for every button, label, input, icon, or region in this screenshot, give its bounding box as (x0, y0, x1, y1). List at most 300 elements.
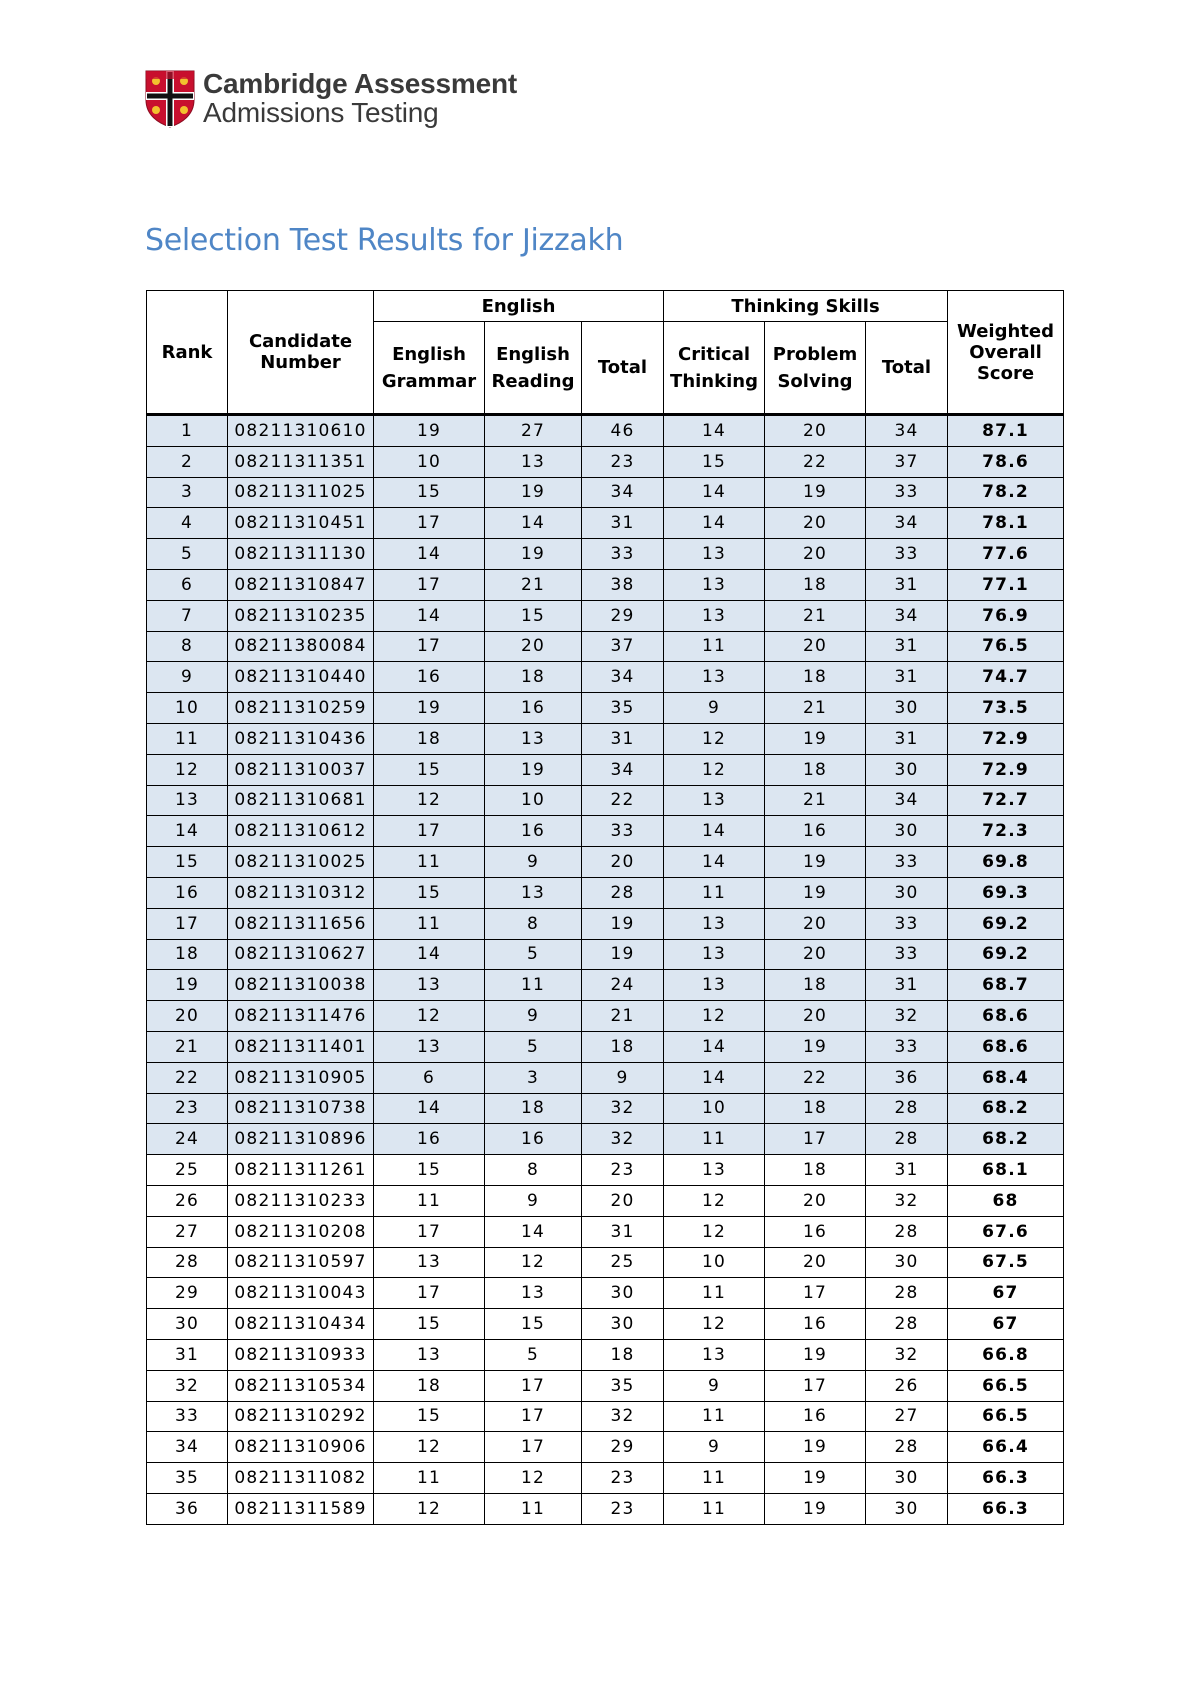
cell-candidate-number: 08211310610 (228, 415, 374, 447)
cell-english-grammar: 12 (374, 1432, 485, 1463)
cell-english-grammar: 16 (374, 662, 485, 693)
cell-english-grammar: 15 (374, 1401, 485, 1432)
header-english-grammar: English Grammar (374, 322, 485, 415)
cell-candidate-number: 08211310896 (228, 1124, 374, 1155)
cell-problem-solving: 21 (765, 600, 866, 631)
cell-problem-solving: 19 (765, 847, 866, 878)
cell-weighted-score: 76.9 (948, 600, 1064, 631)
cell-weighted-score: 76.5 (948, 631, 1064, 662)
cell-weighted-score: 67.5 (948, 1247, 1064, 1278)
cell-english-grammar: 13 (374, 1031, 485, 1062)
cell-critical-thinking: 14 (664, 847, 765, 878)
cell-weighted-score: 72.7 (948, 785, 1064, 816)
cell-english-grammar: 11 (374, 1463, 485, 1494)
cell-rank: 33 (147, 1401, 228, 1432)
cell-weighted-score: 66.5 (948, 1370, 1064, 1401)
table-row (147, 785, 1064, 816)
cell-english-total: 23 (582, 1463, 664, 1494)
cell-weighted-score: 77.1 (948, 569, 1064, 600)
cell-problem-solving: 20 (765, 415, 866, 447)
cell-english-grammar: 10 (374, 446, 485, 477)
table-row (147, 1278, 1064, 1309)
table-row (147, 754, 1064, 785)
cell-english-reading: 12 (485, 1463, 582, 1494)
table-row (147, 693, 1064, 724)
cell-critical-thinking: 13 (664, 785, 765, 816)
cell-english-reading: 16 (485, 1124, 582, 1155)
cell-thinking-total: 31 (866, 1155, 948, 1186)
cell-candidate-number: 08211310259 (228, 693, 374, 724)
cell-english-grammar: 14 (374, 1093, 485, 1124)
cell-candidate-number: 08211310906 (228, 1432, 374, 1463)
cell-english-reading: 15 (485, 600, 582, 631)
cell-candidate-number: 08211311130 (228, 539, 374, 570)
header-weighted-score: Weighted Overall Score (948, 291, 1064, 415)
cell-weighted-score: 67 (948, 1278, 1064, 1309)
cell-critical-thinking: 13 (664, 662, 765, 693)
cell-problem-solving: 20 (765, 908, 866, 939)
cell-english-total: 37 (582, 631, 664, 662)
cell-rank: 17 (147, 908, 228, 939)
cell-thinking-total: 28 (866, 1124, 948, 1155)
cell-critical-thinking: 11 (664, 1278, 765, 1309)
cell-english-grammar: 19 (374, 693, 485, 724)
cell-problem-solving: 18 (765, 662, 866, 693)
cell-english-reading: 19 (485, 539, 582, 570)
cell-weighted-score: 66.3 (948, 1493, 1064, 1524)
cell-candidate-number: 08211311025 (228, 477, 374, 508)
cell-thinking-total: 34 (866, 600, 948, 631)
cell-thinking-total: 31 (866, 569, 948, 600)
table-row (147, 908, 1064, 939)
cell-critical-thinking: 13 (664, 908, 765, 939)
cell-english-grammar: 13 (374, 1339, 485, 1370)
cell-english-grammar: 13 (374, 970, 485, 1001)
cell-english-grammar: 15 (374, 754, 485, 785)
cell-weighted-score: 72.9 (948, 723, 1064, 754)
cell-english-reading: 13 (485, 1278, 582, 1309)
cell-critical-thinking: 9 (664, 1432, 765, 1463)
results-table (146, 290, 1064, 1525)
table-row (147, 723, 1064, 754)
table-row (147, 477, 1064, 508)
cell-weighted-score: 78.6 (948, 446, 1064, 477)
cell-critical-thinking: 14 (664, 1062, 765, 1093)
cell-rank: 22 (147, 1062, 228, 1093)
cell-rank: 23 (147, 1093, 228, 1124)
cell-weighted-score: 72.3 (948, 816, 1064, 847)
cell-english-reading: 12 (485, 1247, 582, 1278)
cell-rank: 24 (147, 1124, 228, 1155)
cell-english-reading: 8 (485, 908, 582, 939)
cell-weighted-score: 77.6 (948, 539, 1064, 570)
cell-thinking-total: 30 (866, 1463, 948, 1494)
cell-english-reading: 15 (485, 1309, 582, 1340)
cell-problem-solving: 20 (765, 508, 866, 539)
cell-thinking-total: 31 (866, 970, 948, 1001)
cell-weighted-score: 68.2 (948, 1093, 1064, 1124)
cell-thinking-total: 33 (866, 1031, 948, 1062)
cell-rank: 2 (147, 446, 228, 477)
table-row (147, 539, 1064, 570)
cell-problem-solving: 19 (765, 877, 866, 908)
cell-rank: 20 (147, 1001, 228, 1032)
table-row (147, 662, 1064, 693)
cell-problem-solving: 19 (765, 723, 866, 754)
cell-problem-solving: 20 (765, 539, 866, 570)
cell-english-grammar: 15 (374, 877, 485, 908)
header-english-group: English (374, 291, 664, 322)
logo (145, 70, 517, 128)
cell-rank: 28 (147, 1247, 228, 1278)
cell-rank: 16 (147, 877, 228, 908)
cell-critical-thinking: 10 (664, 1093, 765, 1124)
cell-english-reading: 8 (485, 1155, 582, 1186)
cell-english-total: 19 (582, 939, 664, 970)
cell-candidate-number: 08211311261 (228, 1155, 374, 1186)
cell-rank: 3 (147, 477, 228, 508)
header-thinking-total: Total (866, 322, 948, 415)
cell-problem-solving: 18 (765, 754, 866, 785)
cell-english-grammar: 12 (374, 1493, 485, 1524)
cell-candidate-number: 08211310534 (228, 1370, 374, 1401)
table-row (147, 508, 1064, 539)
cell-weighted-score: 66.5 (948, 1401, 1064, 1432)
table-row (147, 1093, 1064, 1124)
cell-english-reading: 11 (485, 1493, 582, 1524)
cell-weighted-score: 87.1 (948, 415, 1064, 447)
cell-english-total: 32 (582, 1124, 664, 1155)
cell-english-reading: 13 (485, 877, 582, 908)
cell-english-total: 29 (582, 1432, 664, 1463)
cell-english-total: 31 (582, 723, 664, 754)
table-row (147, 1370, 1064, 1401)
cell-thinking-total: 26 (866, 1370, 948, 1401)
cell-candidate-number: 08211311082 (228, 1463, 374, 1494)
cell-candidate-number: 08211310292 (228, 1401, 374, 1432)
cell-critical-thinking: 12 (664, 723, 765, 754)
cell-critical-thinking: 12 (664, 754, 765, 785)
cell-critical-thinking: 13 (664, 600, 765, 631)
cell-candidate-number: 08211311476 (228, 1001, 374, 1032)
cell-english-grammar: 11 (374, 1185, 485, 1216)
cell-problem-solving: 18 (765, 1155, 866, 1186)
cell-candidate-number: 08211310612 (228, 816, 374, 847)
cell-critical-thinking: 14 (664, 816, 765, 847)
page-title: Selection Test Results for Jizzakh (145, 223, 624, 259)
cell-rank: 1 (147, 415, 228, 447)
cell-problem-solving: 18 (765, 569, 866, 600)
cell-english-reading: 9 (485, 847, 582, 878)
cell-thinking-total: 33 (866, 939, 948, 970)
cell-candidate-number: 08211310627 (228, 939, 374, 970)
cell-critical-thinking: 14 (664, 415, 765, 447)
cell-english-total: 32 (582, 1093, 664, 1124)
cell-thinking-total: 27 (866, 1401, 948, 1432)
cell-thinking-total: 34 (866, 415, 948, 447)
cell-thinking-total: 31 (866, 723, 948, 754)
cell-problem-solving: 20 (765, 1001, 866, 1032)
cell-candidate-number: 08211310933 (228, 1339, 374, 1370)
cell-rank: 12 (147, 754, 228, 785)
cell-critical-thinking: 13 (664, 939, 765, 970)
table-row (147, 1432, 1064, 1463)
cell-english-reading: 19 (485, 477, 582, 508)
cell-thinking-total: 30 (866, 816, 948, 847)
cell-thinking-total: 28 (866, 1278, 948, 1309)
cell-weighted-score: 69.3 (948, 877, 1064, 908)
cell-english-total: 21 (582, 1001, 664, 1032)
cell-problem-solving: 22 (765, 446, 866, 477)
cell-english-reading: 13 (485, 723, 582, 754)
cell-problem-solving: 20 (765, 631, 866, 662)
cell-rank: 9 (147, 662, 228, 693)
cell-english-grammar: 12 (374, 1001, 485, 1032)
table-row (147, 1247, 1064, 1278)
cell-critical-thinking: 13 (664, 1155, 765, 1186)
cell-critical-thinking: 14 (664, 477, 765, 508)
cell-candidate-number: 08211310597 (228, 1247, 374, 1278)
table-row (147, 970, 1064, 1001)
cell-english-reading: 20 (485, 631, 582, 662)
table-row (147, 847, 1064, 878)
cell-english-total: 34 (582, 662, 664, 693)
cell-english-grammar: 17 (374, 1278, 485, 1309)
cell-weighted-score: 66.3 (948, 1463, 1064, 1494)
header-problem-solving: Problem Solving (765, 322, 866, 415)
cell-rank: 15 (147, 847, 228, 878)
header-critical-thinking: Critical Thinking (664, 322, 765, 415)
cell-english-reading: 17 (485, 1370, 582, 1401)
cell-english-grammar: 17 (374, 569, 485, 600)
cell-english-reading: 5 (485, 1031, 582, 1062)
cell-english-total: 23 (582, 446, 664, 477)
cell-thinking-total: 33 (866, 908, 948, 939)
cell-candidate-number: 08211311401 (228, 1031, 374, 1062)
cell-candidate-number: 08211310434 (228, 1309, 374, 1340)
cell-english-reading: 14 (485, 1216, 582, 1247)
cell-critical-thinking: 12 (664, 1309, 765, 1340)
cell-candidate-number: 08211310208 (228, 1216, 374, 1247)
cell-english-grammar: 18 (374, 1370, 485, 1401)
cell-thinking-total: 32 (866, 1001, 948, 1032)
cell-english-grammar: 19 (374, 415, 485, 447)
cell-english-total: 22 (582, 785, 664, 816)
cell-english-total: 25 (582, 1247, 664, 1278)
cell-english-reading: 9 (485, 1185, 582, 1216)
table-row (147, 1216, 1064, 1247)
cell-thinking-total: 33 (866, 847, 948, 878)
cell-english-reading: 5 (485, 1339, 582, 1370)
cell-problem-solving: 17 (765, 1278, 866, 1309)
cell-problem-solving: 18 (765, 1093, 866, 1124)
cell-weighted-score: 69.2 (948, 908, 1064, 939)
cell-problem-solving: 16 (765, 1401, 866, 1432)
cell-weighted-score: 78.2 (948, 477, 1064, 508)
cell-english-reading: 10 (485, 785, 582, 816)
cell-thinking-total: 34 (866, 508, 948, 539)
cell-english-total: 9 (582, 1062, 664, 1093)
cell-candidate-number: 08211310905 (228, 1062, 374, 1093)
table-row (147, 1463, 1064, 1494)
cell-english-reading: 21 (485, 569, 582, 600)
cell-candidate-number: 08211311589 (228, 1493, 374, 1524)
cell-thinking-total: 30 (866, 1493, 948, 1524)
cell-candidate-number: 08211310233 (228, 1185, 374, 1216)
cell-candidate-number: 08211311351 (228, 446, 374, 477)
cell-critical-thinking: 11 (664, 1401, 765, 1432)
cambridge-shield-icon (145, 70, 195, 128)
table-row (147, 1401, 1064, 1432)
cell-weighted-score: 69.8 (948, 847, 1064, 878)
cell-critical-thinking: 13 (664, 569, 765, 600)
cell-english-total: 30 (582, 1278, 664, 1309)
cell-weighted-score: 78.1 (948, 508, 1064, 539)
cell-english-total: 19 (582, 908, 664, 939)
cell-problem-solving: 22 (765, 1062, 866, 1093)
table-row (147, 877, 1064, 908)
cell-english-total: 23 (582, 1155, 664, 1186)
table-body (147, 415, 1064, 1525)
cell-candidate-number: 08211310847 (228, 569, 374, 600)
cell-weighted-score: 68.7 (948, 970, 1064, 1001)
cell-thinking-total: 31 (866, 662, 948, 693)
cell-thinking-total: 33 (866, 539, 948, 570)
cell-english-total: 33 (582, 816, 664, 847)
cell-rank: 32 (147, 1370, 228, 1401)
cell-problem-solving: 19 (765, 1031, 866, 1062)
cell-critical-thinking: 11 (664, 1463, 765, 1494)
cell-critical-thinking: 9 (664, 1370, 765, 1401)
cell-problem-solving: 20 (765, 939, 866, 970)
cell-weighted-score: 74.7 (948, 662, 1064, 693)
table-row (147, 415, 1064, 447)
cell-weighted-score: 68.4 (948, 1062, 1064, 1093)
cell-problem-solving: 19 (765, 1339, 866, 1370)
cell-rank: 14 (147, 816, 228, 847)
cell-candidate-number: 08211310043 (228, 1278, 374, 1309)
cell-english-grammar: 11 (374, 908, 485, 939)
cell-weighted-score: 68.6 (948, 1031, 1064, 1062)
cell-thinking-total: 31 (866, 631, 948, 662)
header-thinking-skills-group: Thinking Skills (664, 291, 948, 322)
cell-critical-thinking: 9 (664, 693, 765, 724)
table-row (147, 816, 1064, 847)
cell-problem-solving: 17 (765, 1124, 866, 1155)
cell-thinking-total: 30 (866, 877, 948, 908)
cell-english-total: 29 (582, 600, 664, 631)
cell-candidate-number: 08211310681 (228, 785, 374, 816)
cell-english-total: 18 (582, 1339, 664, 1370)
cell-english-total: 35 (582, 693, 664, 724)
table-row (147, 1339, 1064, 1370)
cell-thinking-total: 28 (866, 1216, 948, 1247)
cell-weighted-score: 66.4 (948, 1432, 1064, 1463)
cell-problem-solving: 19 (765, 1432, 866, 1463)
table-row (147, 1185, 1064, 1216)
cell-critical-thinking: 15 (664, 446, 765, 477)
cell-english-reading: 13 (485, 446, 582, 477)
cell-english-reading: 5 (485, 939, 582, 970)
cell-rank: 25 (147, 1155, 228, 1186)
cell-candidate-number: 08211310025 (228, 847, 374, 878)
cell-english-grammar: 11 (374, 847, 485, 878)
cell-english-grammar: 13 (374, 1247, 485, 1278)
cell-critical-thinking: 12 (664, 1185, 765, 1216)
cell-critical-thinking: 11 (664, 877, 765, 908)
cell-problem-solving: 16 (765, 816, 866, 847)
cell-rank: 7 (147, 600, 228, 631)
cell-candidate-number: 08211310038 (228, 970, 374, 1001)
cell-weighted-score: 67 (948, 1309, 1064, 1340)
cell-problem-solving: 17 (765, 1370, 866, 1401)
cell-english-total: 18 (582, 1031, 664, 1062)
table-row (147, 1062, 1064, 1093)
cell-english-total: 32 (582, 1401, 664, 1432)
cell-problem-solving: 19 (765, 1463, 866, 1494)
table-row (147, 569, 1064, 600)
table-row (147, 1155, 1064, 1186)
table-row (147, 1001, 1064, 1032)
cell-english-grammar: 6 (374, 1062, 485, 1093)
cell-english-total: 31 (582, 1216, 664, 1247)
table-row (147, 1309, 1064, 1340)
table-header (147, 291, 1064, 415)
header-rank: Rank (147, 291, 228, 415)
cell-rank: 4 (147, 508, 228, 539)
cell-rank: 6 (147, 569, 228, 600)
cell-english-total: 34 (582, 754, 664, 785)
cell-rank: 21 (147, 1031, 228, 1062)
cell-rank: 8 (147, 631, 228, 662)
cell-english-grammar: 14 (374, 939, 485, 970)
cell-thinking-total: 36 (866, 1062, 948, 1093)
cell-english-grammar: 15 (374, 1155, 485, 1186)
cell-problem-solving: 21 (765, 693, 866, 724)
cell-candidate-number: 08211310235 (228, 600, 374, 631)
cell-english-grammar: 12 (374, 785, 485, 816)
cell-english-reading: 18 (485, 1093, 582, 1124)
cell-english-reading: 14 (485, 508, 582, 539)
table-row (147, 1493, 1064, 1524)
cell-rank: 13 (147, 785, 228, 816)
cell-critical-thinking: 13 (664, 1339, 765, 1370)
cell-thinking-total: 30 (866, 754, 948, 785)
table-row (147, 1124, 1064, 1155)
header-candidate-number: Candidate Number (228, 291, 374, 415)
cell-critical-thinking: 12 (664, 1001, 765, 1032)
cell-english-reading: 17 (485, 1432, 582, 1463)
cell-weighted-score: 69.2 (948, 939, 1064, 970)
cell-english-grammar: 17 (374, 508, 485, 539)
cell-critical-thinking: 13 (664, 539, 765, 570)
cell-candidate-number: 08211310738 (228, 1093, 374, 1124)
header-english-reading: English Reading (485, 322, 582, 415)
cell-thinking-total: 28 (866, 1309, 948, 1340)
cell-english-grammar: 14 (374, 539, 485, 570)
cell-rank: 11 (147, 723, 228, 754)
cell-english-grammar: 16 (374, 1124, 485, 1155)
cell-english-reading: 27 (485, 415, 582, 447)
cell-critical-thinking: 11 (664, 1493, 765, 1524)
cell-candidate-number: 08211310440 (228, 662, 374, 693)
cell-english-reading: 16 (485, 816, 582, 847)
cell-weighted-score: 68 (948, 1185, 1064, 1216)
cell-rank: 31 (147, 1339, 228, 1370)
cell-problem-solving: 16 (765, 1309, 866, 1340)
cell-thinking-total: 30 (866, 1247, 948, 1278)
cell-rank: 27 (147, 1216, 228, 1247)
